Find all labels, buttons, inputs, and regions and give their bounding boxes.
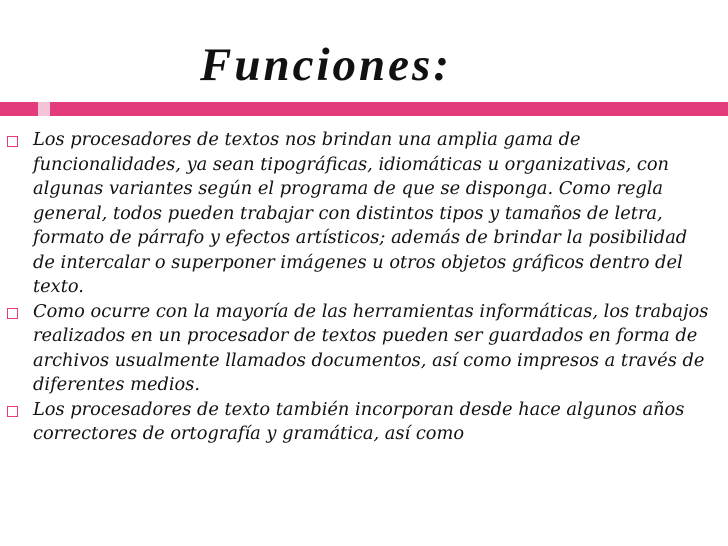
bullet-text: Como ocurre con la mayoría de las herramientas informáticas, los trabajos realizados en un procesador de textos pueden ser guardados en forma de archivos usualmente llamados documentos, así como impresos a través de diferentes medios. bbox=[33, 300, 709, 395]
square-bullet-icon bbox=[7, 406, 18, 417]
title-underline-gap bbox=[38, 102, 50, 116]
square-bullet-icon bbox=[7, 308, 18, 319]
bullet-item bbox=[0, 128, 728, 300]
bullet-text: Los procesadores de texto también incorporan desde hace algunos años correctores de ortografía y gramática, así como bbox=[33, 398, 685, 444]
bullet-list bbox=[0, 128, 728, 447]
title-underline-right bbox=[50, 102, 728, 116]
bullet-text: Los procesadores de textos nos brindan una amplia gama de funcionalidades, ya sean tipográficas, idiomáticas u organizativas, con algunas variantes según el programa de que se disponga. Como regla general, todos pueden trabajar con distintos tipos y tamaños de letra, formato de párrafo y efectos artísticos; además de brindar la posibilidad de intercalar o superponer imágenes u otros objetos gráficos dentro del texto. bbox=[33, 129, 688, 297]
title-underline-left bbox=[0, 102, 38, 116]
square-bullet-icon bbox=[7, 136, 18, 147]
slide-title: Funciones: bbox=[200, 39, 452, 91]
bullet-item bbox=[0, 398, 728, 447]
bullet-item bbox=[0, 300, 728, 398]
